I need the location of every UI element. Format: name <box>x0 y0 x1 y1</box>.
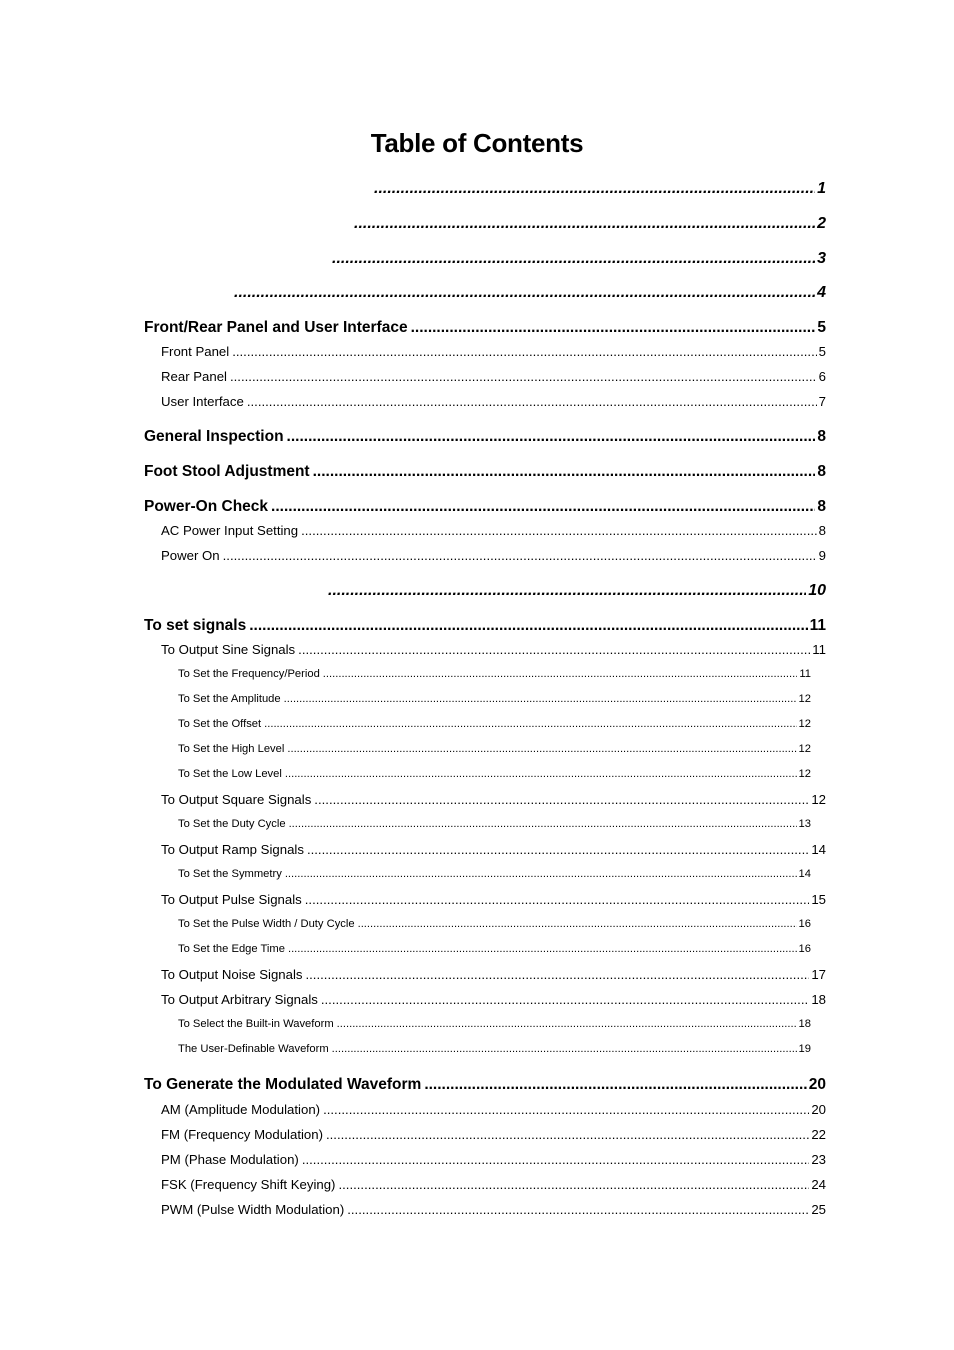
toc-entry-untitled[interactable] <box>234 284 826 302</box>
toc-entry-title: Rear Panel <box>161 369 227 384</box>
toc-entry-title: The User-Definable Waveform <box>178 1043 329 1055</box>
toc-entry[interactable] <box>144 319 826 337</box>
toc-page-number: 8 <box>818 523 826 538</box>
toc-entry[interactable] <box>161 1102 826 1117</box>
toc-dot-leader <box>332 250 815 268</box>
toc-entry-title: Power-On Check <box>144 498 269 515</box>
toc-page-number: 12 <box>798 693 811 705</box>
toc-page-number: 12 <box>798 768 811 780</box>
toc-entry[interactable] <box>161 548 826 563</box>
toc-entry[interactable] <box>144 1076 826 1094</box>
toc-entry[interactable] <box>161 992 826 1007</box>
toc-entry[interactable] <box>178 1018 811 1030</box>
toc-page-number: 8 <box>817 498 826 515</box>
toc-entry-title: Front/Rear Panel and User Interface <box>144 319 408 336</box>
toc-entry[interactable] <box>144 428 826 446</box>
toc-dot-leader <box>307 842 809 857</box>
toc-entry[interactable] <box>161 394 826 409</box>
toc-entry-title: To Set the Low Level <box>178 768 282 780</box>
toc-dot-leader <box>328 582 806 600</box>
toc-entry-title: FM (Frequency Modulation) <box>161 1127 323 1142</box>
toc-dot-leader <box>358 918 797 930</box>
toc-entry[interactable] <box>161 369 826 384</box>
toc-entry-title: To Output Sine Signals <box>161 642 296 657</box>
toc-entry-title: To Output Ramp Signals <box>161 842 304 857</box>
toc-entry-title: To Set the Offset <box>178 718 262 730</box>
toc-dot-leader <box>332 1043 797 1055</box>
toc-page-number: 6 <box>818 369 826 384</box>
toc-dot-leader <box>323 1102 809 1117</box>
toc-dot-leader <box>287 743 796 755</box>
toc-entry[interactable] <box>144 617 826 635</box>
toc-entry-title: To Set the Pulse Width / Duty Cycle <box>178 918 355 930</box>
toc-entry[interactable] <box>178 693 811 705</box>
toc-entry-title: To Output Square Signals <box>161 792 312 807</box>
toc-dot-leader <box>247 394 817 409</box>
toc-page-number: 11 <box>812 642 826 657</box>
toc-entry[interactable] <box>161 523 826 538</box>
toc-dot-leader <box>347 1202 809 1217</box>
toc-dot-leader <box>374 180 815 198</box>
toc-entry-title: PM (Phase Modulation) <box>161 1152 299 1167</box>
toc-dot-leader <box>285 868 797 880</box>
toc-dot-leader <box>289 818 797 830</box>
toc-entry-title: FSK (Frequency Shift Keying) <box>161 1177 336 1192</box>
toc-entry[interactable] <box>178 668 811 680</box>
toc-dot-leader <box>285 768 797 780</box>
toc-dot-leader <box>326 1127 809 1142</box>
toc-page-number: 12 <box>811 792 826 807</box>
toc-dot-leader <box>264 718 796 730</box>
toc-page-number: 5 <box>818 344 826 359</box>
toc-page-number: 24 <box>811 1177 826 1192</box>
toc-entry[interactable] <box>178 943 811 955</box>
toc-entry[interactable] <box>178 768 811 780</box>
toc-page-number: 16 <box>798 918 811 930</box>
toc-entry-title: To Output Pulse Signals <box>161 892 302 907</box>
toc-entry[interactable] <box>161 1202 826 1217</box>
toc-dot-leader <box>232 344 816 359</box>
toc-dot-leader <box>323 668 798 680</box>
toc-dot-leader <box>338 1177 809 1192</box>
toc-page-number: 11 <box>809 617 826 634</box>
toc-page-number: 12 <box>798 718 811 730</box>
toc-page-number: 15 <box>811 892 826 907</box>
toc-entry-title: Power On <box>161 548 220 563</box>
toc-page-number: 1 <box>817 180 826 197</box>
toc-entry-title: To Set the High Level <box>178 743 285 755</box>
toc-entry-title: AM (Amplitude Modulation) <box>161 1102 321 1117</box>
toc-entry[interactable] <box>161 892 826 907</box>
toc-entry[interactable] <box>144 498 826 516</box>
toc-page-number: 14 <box>798 868 811 880</box>
toc-dot-leader <box>288 943 797 955</box>
toc-entry-title: To Output Arbitrary Signals <box>161 992 318 1007</box>
toc-entry[interactable] <box>161 1177 826 1192</box>
toc-entry-title: To set signals <box>144 617 247 634</box>
toc-entry[interactable] <box>178 1043 811 1055</box>
toc-dot-leader <box>305 892 810 907</box>
toc-entry-title: To Generate the Modulated Waveform <box>144 1076 422 1093</box>
toc-dot-leader <box>424 1076 806 1094</box>
toc-entry-title: Foot Stool Adjustment <box>144 463 310 480</box>
toc-entry[interactable] <box>178 918 811 930</box>
toc-page-number: 17 <box>811 967 826 982</box>
toc-page-number: 19 <box>798 1043 811 1055</box>
toc-page-number: 20 <box>808 1076 826 1093</box>
toc-dot-leader <box>230 369 817 384</box>
toc-page-number: 18 <box>811 992 826 1007</box>
toc-dot-leader <box>271 498 815 516</box>
toc-page-number: 23 <box>811 1152 826 1167</box>
toc-entry-title: To Set the Symmetry <box>178 868 282 880</box>
toc-page-number: 14 <box>811 842 826 857</box>
toc-entry[interactable] <box>178 743 811 755</box>
toc-dot-leader <box>298 642 810 657</box>
toc-page-number: 2 <box>817 215 826 232</box>
toc-page-number: 12 <box>798 743 811 755</box>
toc-dot-leader <box>411 319 816 337</box>
toc-page-number: 8 <box>817 463 826 480</box>
toc-entry[interactable] <box>161 344 826 359</box>
toc-entry-untitled[interactable] <box>328 582 826 600</box>
toc-page-number: 3 <box>817 250 826 267</box>
toc-entry[interactable] <box>161 642 826 657</box>
toc-dot-leader <box>284 693 797 705</box>
toc-entry-title: To Set the Frequency/Period <box>178 668 320 680</box>
toc-entry-untitled[interactable] <box>332 250 826 268</box>
toc-entry-title: To Set the Amplitude <box>178 693 281 705</box>
toc-entry-title: To Output Noise Signals <box>161 967 303 982</box>
toc-entry-untitled[interactable] <box>374 180 826 198</box>
toc-dot-leader <box>314 792 809 807</box>
toc-entry-title: To Set the Duty Cycle <box>178 818 286 830</box>
toc-dot-leader <box>305 967 809 982</box>
toc-page-number: 10 <box>808 582 826 599</box>
toc-page-number: 16 <box>798 943 811 955</box>
toc-entry-title: PWM (Pulse Width Modulation) <box>161 1202 345 1217</box>
toc-dot-leader <box>337 1018 797 1030</box>
toc-entry[interactable] <box>178 718 811 730</box>
toc-entry-untitled[interactable] <box>354 215 826 233</box>
toc-dot-leader <box>234 284 815 302</box>
toc-page-number: 20 <box>811 1102 826 1117</box>
toc-page-number: 13 <box>798 818 811 830</box>
toc-entry[interactable] <box>144 463 826 481</box>
toc-page-number: 4 <box>817 284 826 301</box>
toc-entry[interactable] <box>178 818 811 830</box>
toc-dot-leader <box>313 463 816 481</box>
toc-entry-title: AC Power Input Setting <box>161 523 299 538</box>
toc-page-number: 25 <box>811 1202 826 1217</box>
toc-entry[interactable] <box>161 967 826 982</box>
toc-page-number: 18 <box>798 1018 811 1030</box>
toc-entry-title: To Select the Built-in Waveform <box>178 1018 334 1030</box>
toc-entry[interactable] <box>161 792 826 807</box>
toc-entry-title: To Set the Edge Time <box>178 943 285 955</box>
toc-dot-leader <box>287 428 816 446</box>
toc-dot-leader <box>321 992 809 1007</box>
toc-entry[interactable] <box>161 1152 826 1167</box>
toc-page-number: 9 <box>818 548 826 563</box>
toc-page-number: 22 <box>811 1127 826 1142</box>
toc-entry[interactable] <box>178 868 811 880</box>
toc-entry-title: General Inspection <box>144 428 284 445</box>
toc-dot-leader <box>301 523 817 538</box>
toc-entry-title: Front Panel <box>161 344 230 359</box>
toc-page-number: 7 <box>818 394 826 409</box>
toc-dot-leader <box>302 1152 810 1167</box>
toc-page-number: 5 <box>817 319 826 336</box>
toc-page-number: 11 <box>799 668 811 680</box>
toc-page-number: 8 <box>817 428 826 445</box>
toc-dot-leader <box>249 617 807 635</box>
toc-entry[interactable] <box>161 1127 826 1142</box>
toc-dot-leader <box>223 548 817 563</box>
toc-dot-leader <box>354 215 815 233</box>
toc-entry-title: User Interface <box>161 394 244 409</box>
page-title: Table of Contents <box>370 128 584 158</box>
toc-entry[interactable] <box>161 842 826 857</box>
